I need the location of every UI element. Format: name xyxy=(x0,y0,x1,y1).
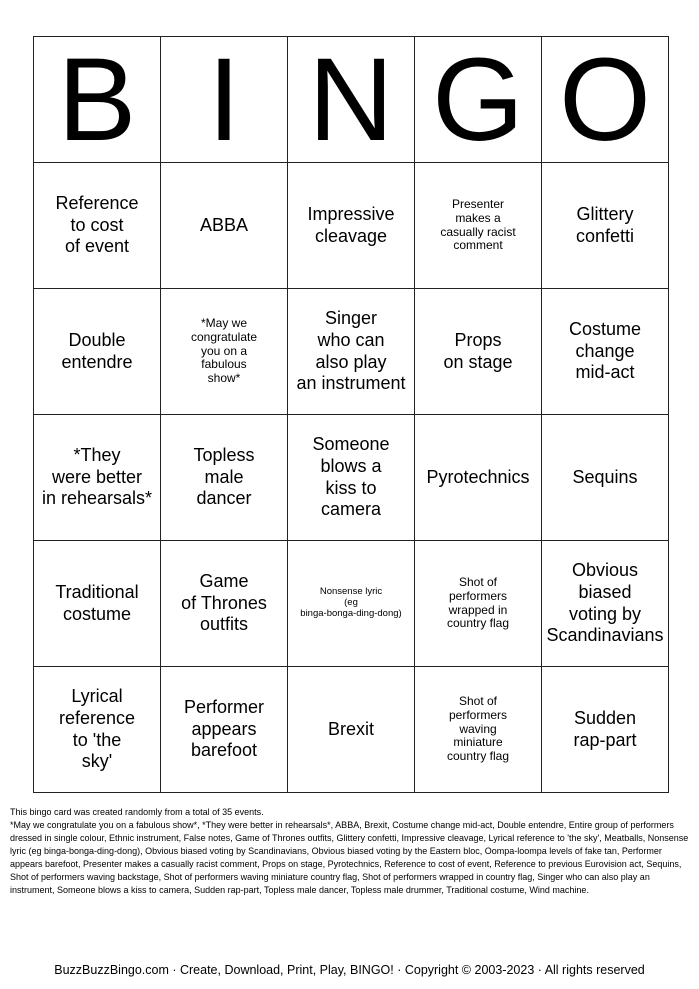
cell-text: Traditional costume xyxy=(55,581,139,624)
bingo-row xyxy=(34,667,669,793)
bingo-cell[interactable] xyxy=(542,415,669,541)
header-letter-g: G xyxy=(415,37,542,163)
bingo-cell[interactable] xyxy=(34,415,161,541)
bingo-cell[interactable] xyxy=(542,163,669,289)
cell-text: Obvious biased voting by Scandinavians xyxy=(546,560,664,646)
header-letter-b: B xyxy=(34,37,161,163)
cell-text: Shot of performers wrapped in country flag xyxy=(446,574,510,631)
cell-text: Presenter makes a casually racist comment xyxy=(440,196,516,253)
events-list: *May we congratulate you on a fabulous show*, *They were better in rehearsals*, ABBA, Brexit, Costume change mid-act, Double entendre, Entire group of performers dressed in single colour, Ethnic instrument, False notes, Game of Thrones outfits, Glittery confetti, Impressive cleavage, Lyrical reference to 'the sky', Meatballs, Nonsense lyric (eg binga-bonga-ding-dong), Obvious biased voting by Scandinavians, Obvious biased voting by the Eastern bloc, Oompa-loompa levels of fake tan, Performer appears barefoot, Presenter makes a casually racist comment, Props on stage, Pyrotechnics, Reference to cost of event, Reference to previous Eurovision act, Sequins, Shot of performers waving backstage, Shot of performers waving miniature country flag, Shot of performers wrapped in country flag, Singer who can also play an instrument, Someone blows a kiss to camera, Sudden rap-part, Topless male dancer, Topless male drummer, Traditional costume, Wind machine. xyxy=(10,820,689,896)
cell-text: Performer appears barefoot xyxy=(183,697,264,761)
event-notes xyxy=(10,806,690,897)
bingo-row xyxy=(34,163,669,289)
bingo-cell[interactable] xyxy=(415,289,542,415)
cell-text: Sequins xyxy=(572,466,638,487)
header-letter-o: O xyxy=(542,37,669,163)
cell-text: Sudden rap-part xyxy=(573,707,637,750)
cell-text: Glittery confetti xyxy=(575,203,635,246)
bingo-cell[interactable] xyxy=(542,289,669,415)
bingo-cell[interactable] xyxy=(415,415,542,541)
cell-text: *May we congratulate you on a fabulous show* xyxy=(190,316,258,386)
bingo-cell[interactable] xyxy=(288,289,415,415)
bingo-cell[interactable] xyxy=(288,667,415,793)
cell-text: Game of Thrones outfits xyxy=(181,571,267,635)
cell-text: Costume change mid-act xyxy=(568,319,642,383)
bingo-cell[interactable] xyxy=(34,289,161,415)
cell-text: Nonsense lyric (eg binga-bonga-ding-dong) xyxy=(300,586,402,619)
bingo-cell[interactable] xyxy=(34,541,161,667)
cell-text: ABBA xyxy=(199,214,249,235)
bingo-cell[interactable] xyxy=(161,289,288,415)
cell-text: Lyrical reference to 'the sky' xyxy=(58,686,136,772)
bingo-cell[interactable] xyxy=(161,163,288,289)
header-row xyxy=(34,37,669,163)
events-count-note: This bingo card was created randomly from a total of 35 events. xyxy=(10,807,264,817)
cell-text: Shot of performers waving miniature country flag xyxy=(446,694,510,764)
bingo-cell[interactable] xyxy=(288,415,415,541)
cell-text: Props on stage xyxy=(443,329,513,372)
cell-text: Topless male dancer xyxy=(193,445,255,509)
cell-text: Pyrotechnics xyxy=(426,466,530,487)
header-letter-n: N xyxy=(288,37,415,163)
bingo-cell[interactable] xyxy=(34,667,161,793)
bingo-row xyxy=(34,541,669,667)
bingo-cell[interactable] xyxy=(415,163,542,289)
bingo-cell[interactable] xyxy=(34,163,161,289)
header-letter-i: I xyxy=(161,37,288,163)
bingo-cell[interactable] xyxy=(415,541,542,667)
cell-text: *They were better in rehearsals* xyxy=(41,445,153,509)
cell-text: Singer who can also play an instrument xyxy=(296,308,406,394)
cell-text: Double entendre xyxy=(61,329,133,372)
cell-text: Impressive cleavage xyxy=(307,203,395,246)
bingo-row xyxy=(34,289,669,415)
bingo-card xyxy=(33,33,669,793)
cell-text: Someone blows a kiss to camera xyxy=(312,434,390,520)
bingo-cell[interactable] xyxy=(288,163,415,289)
bingo-cell[interactable] xyxy=(161,667,288,793)
footer-copyright: BuzzBuzzBingo.com · Create, Download, Print, Play, BINGO! · Copyright © 2003-2023 · All rights reserved xyxy=(54,963,645,977)
bingo-cell[interactable] xyxy=(288,541,415,667)
bingo-cell[interactable] xyxy=(542,541,669,667)
cell-text: Brexit xyxy=(327,718,374,739)
bingo-cell[interactable] xyxy=(542,667,669,793)
bingo-row xyxy=(34,415,669,541)
bingo-cell[interactable] xyxy=(415,667,542,793)
cell-text: Reference to cost of event xyxy=(55,193,139,257)
bingo-cell[interactable] xyxy=(161,541,288,667)
bingo-cell[interactable] xyxy=(161,415,288,541)
